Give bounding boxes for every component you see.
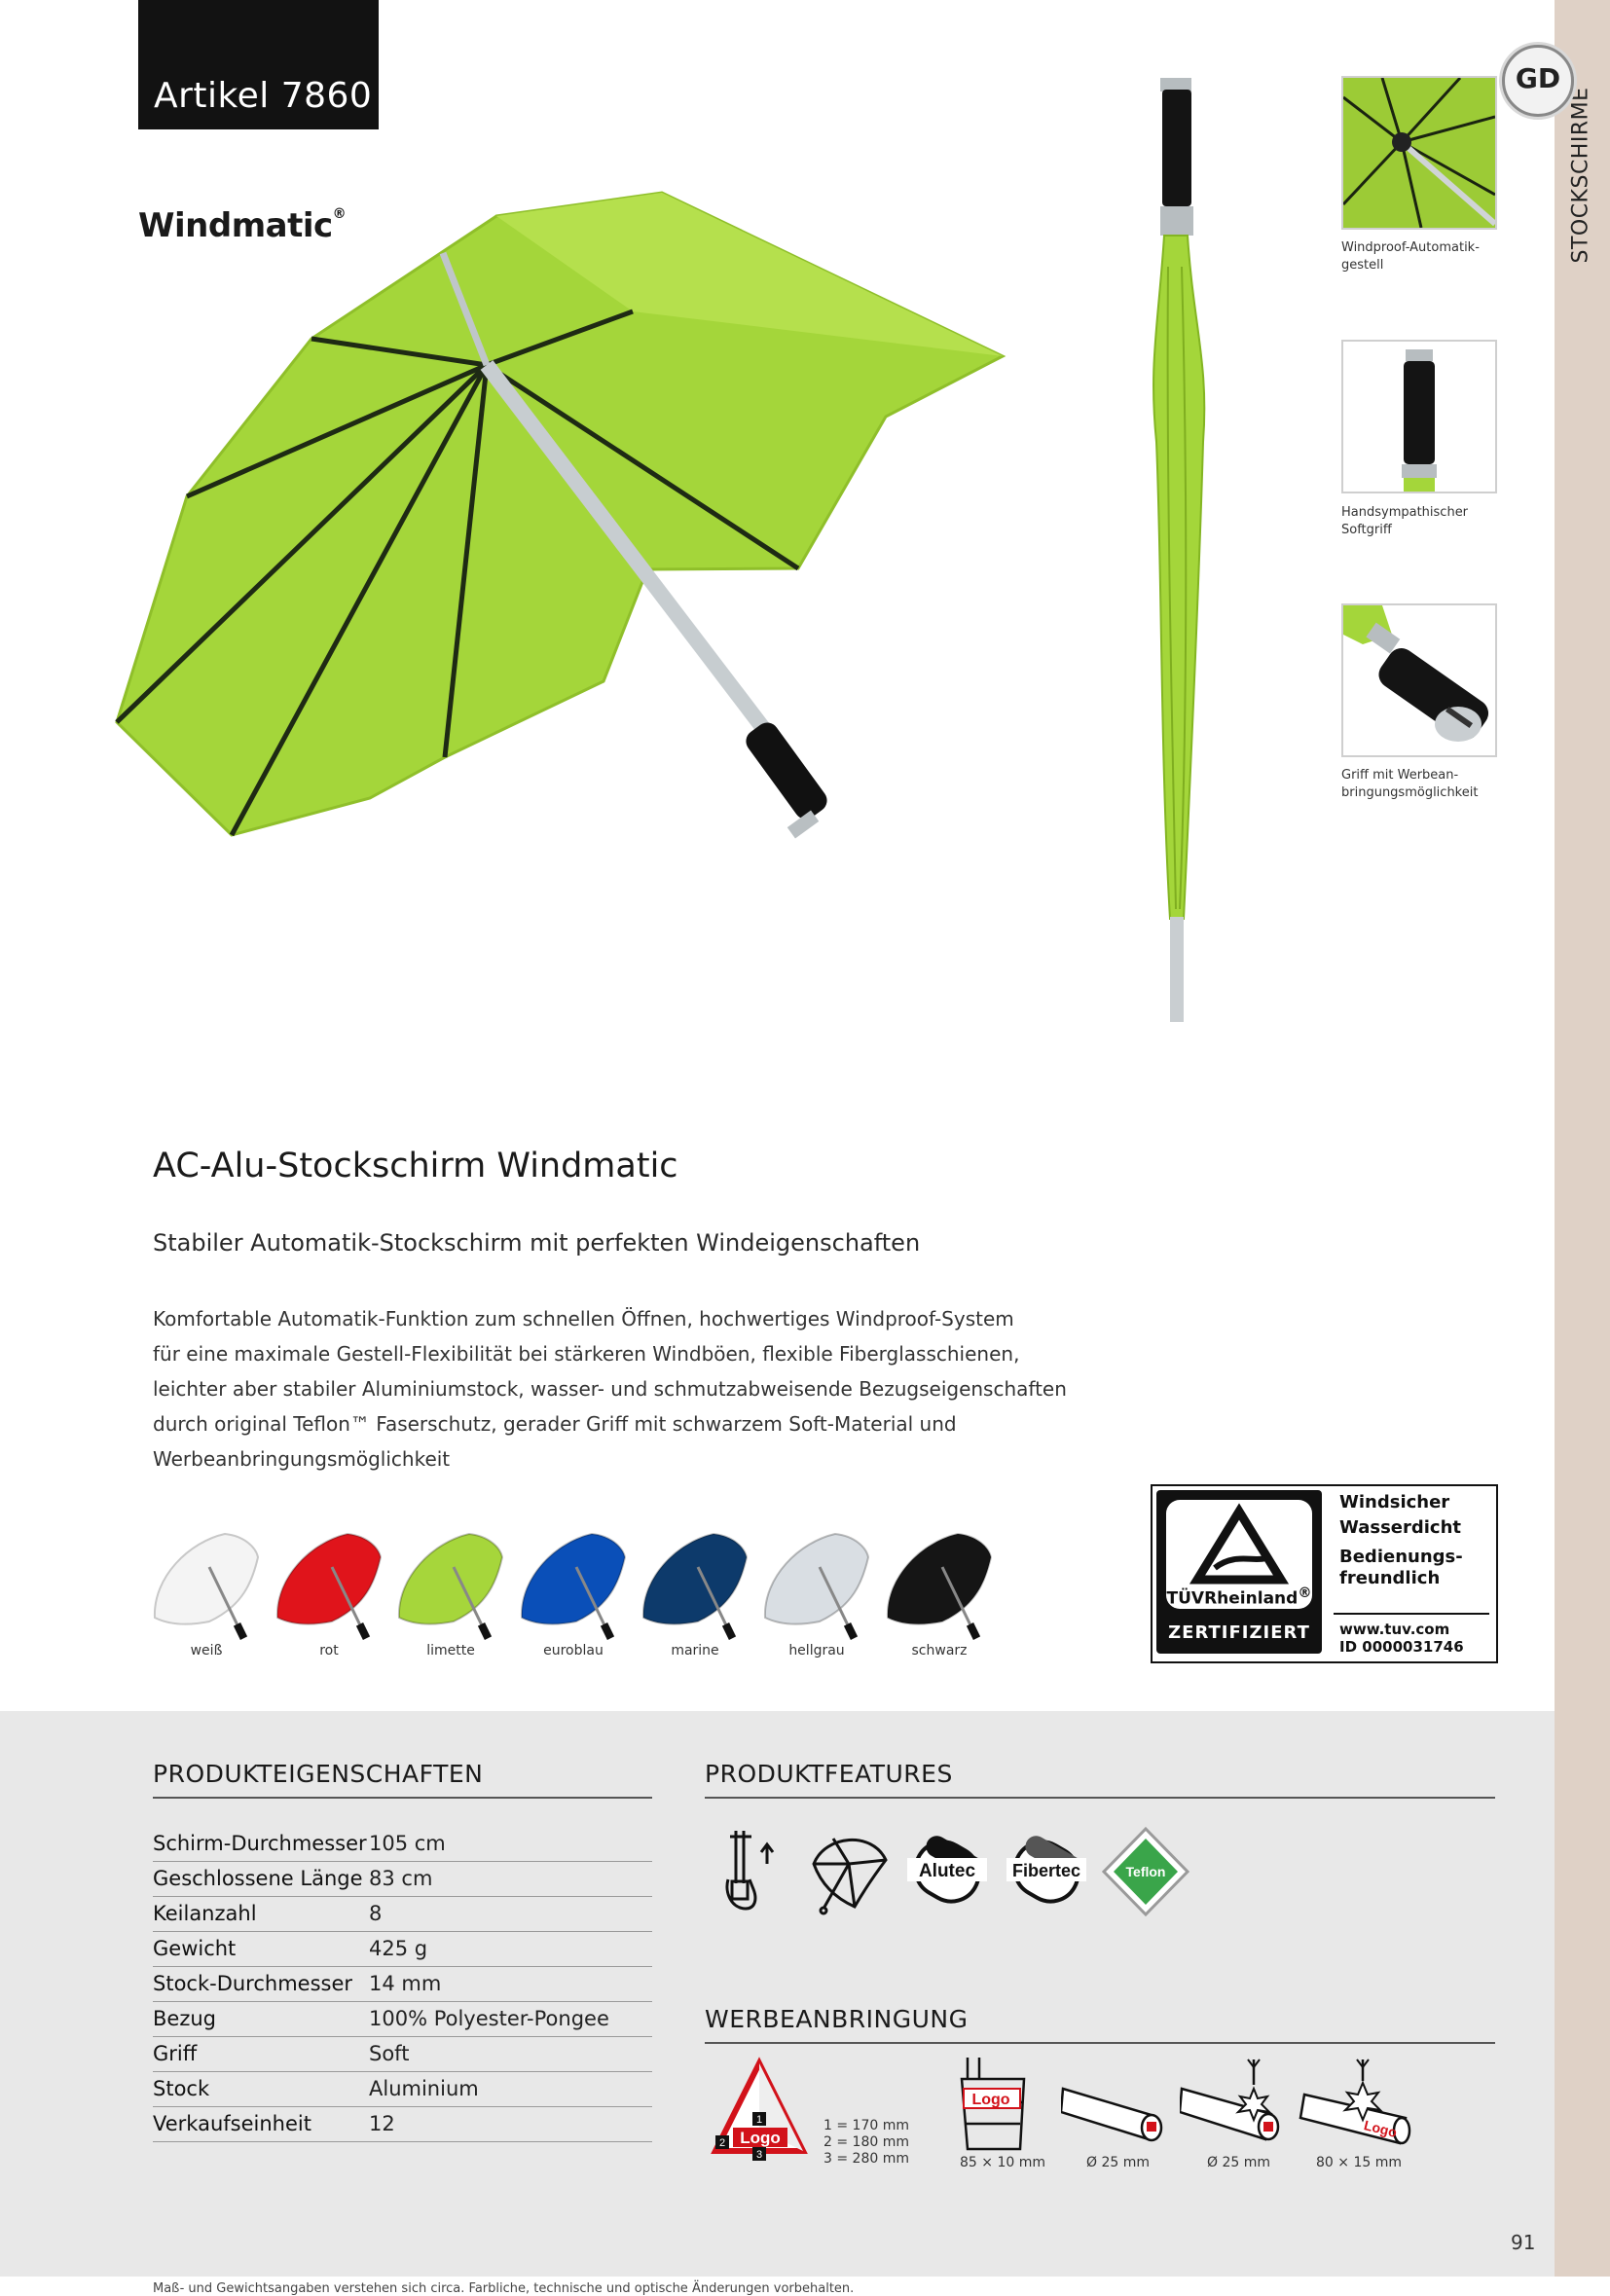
- property-row: [153, 1931, 652, 1967]
- description-line: Werbeanbringungsmöglichkeit: [153, 1447, 451, 1471]
- property-key: Bezug: [153, 2007, 216, 2030]
- category-stripe: [1555, 0, 1610, 2277]
- property-key: Griff: [153, 2042, 198, 2065]
- shaft-imprint-icon: [1061, 2083, 1168, 2151]
- color-swatch-umbrella: [640, 1528, 750, 1645]
- properties-heading: PRODUKTEIGENSCHAFTEN: [153, 1760, 484, 1788]
- property-value: Soft: [369, 2042, 410, 2065]
- detail-caption-handle: [1341, 504, 1517, 539]
- tuv-id: ID 0000031746: [1339, 1638, 1464, 1656]
- color-swatch-umbrella: [395, 1528, 506, 1645]
- properties-rule: [153, 1797, 652, 1799]
- open-umbrella-image: [107, 175, 1061, 954]
- automatic-open-icon: [711, 1825, 802, 1918]
- property-row: [153, 2036, 652, 2072]
- panel-number: 1: [755, 2114, 763, 2126]
- tuv-seal: [1156, 1490, 1322, 1654]
- imprint-caption: 85 × 10 mm: [960, 2155, 1045, 2170]
- description-line: leichter aber stabiler Aluminiumstock, wasser- und schmutzabweisende Bezugseigenschaften: [153, 1377, 1067, 1401]
- property-row: [153, 1896, 652, 1932]
- description-line: Komfortable Automatik-Funktion zum schnellen Öffnen, hochwertiges Windproof-System: [153, 1307, 1014, 1330]
- color-swatch-umbrella: [151, 1528, 262, 1645]
- article-label: Artikel 7860: [154, 76, 373, 116]
- detail-frame-thumb: [1341, 76, 1497, 230]
- color-swatch-umbrella: [761, 1528, 872, 1645]
- category-label: [1561, 78, 1600, 273]
- detail-caption-line: Griff mit Werbean-: [1341, 768, 1459, 783]
- logo-mark: Logo: [1362, 2117, 1399, 2140]
- teflon-label: Teflon: [1125, 1864, 1166, 1879]
- description-line: für eine maximale Gestell-Flexibilität bei stärkeren Windböen, flexible Fiberglasschienen,: [153, 1342, 1020, 1366]
- detail-handle-thumb: [1341, 340, 1497, 493]
- color-label: weiß: [190, 1643, 223, 1658]
- property-value: 8: [369, 1902, 383, 1925]
- panel-sizes: [823, 2118, 909, 2168]
- fibertec-label: Fibertec: [1011, 1861, 1081, 1880]
- panel-size: 3 = 280 mm: [823, 2151, 909, 2167]
- color-label: limette: [426, 1643, 475, 1658]
- teflon-icon: [1100, 1825, 1191, 1918]
- detail-caption-line: Handsympathischer: [1341, 505, 1469, 520]
- property-row: [153, 2071, 652, 2107]
- tuv-claim: Bedienungs-: [1339, 1547, 1463, 1567]
- imprint-heading: WERBEANBRINGUNG: [705, 2005, 969, 2033]
- features-heading: PRODUKTFEATURES: [705, 1760, 953, 1788]
- property-key: Schirm-Durchmesser: [153, 1832, 367, 1855]
- panel-number: 3: [755, 2149, 763, 2161]
- property-key: Stock: [153, 2077, 210, 2100]
- imprint-caption: Ø 25 mm: [1207, 2155, 1271, 2170]
- property-row: [153, 1966, 652, 2002]
- color-label: schwarz: [911, 1643, 968, 1658]
- detail-grip-thumb: [1341, 603, 1497, 757]
- gd-logo-icon: [1502, 45, 1574, 117]
- color-label: rot: [319, 1643, 339, 1658]
- tuv-claim: freundlich: [1339, 1568, 1441, 1588]
- property-value: 100% Polyester-Pongee: [369, 2007, 609, 2030]
- detail-caption-line: Softgriff: [1341, 523, 1392, 537]
- article-badge: [138, 0, 379, 129]
- detail-caption-grip: [1341, 767, 1517, 802]
- grip-engrave-icon: [1299, 2056, 1415, 2153]
- windproof-icon: [804, 1825, 896, 1918]
- tuv-brand: [1166, 1585, 1312, 1609]
- property-row: [153, 2001, 652, 2037]
- alutec-icon: [901, 1825, 993, 1918]
- imprint-rule: [705, 2042, 1495, 2044]
- brand-registered-mark: ®: [332, 206, 347, 222]
- property-row: [153, 1826, 652, 1862]
- shaft-engrave-icon: [1180, 2056, 1292, 2153]
- property-value: 83 cm: [369, 1867, 433, 1890]
- color-swatch-umbrella: [884, 1528, 995, 1645]
- product-subtitle: Stabiler Automatik-Stockschirm mit perfekten Windeigenschaften: [153, 1229, 921, 1257]
- category-text: STOCKSCHIRME: [1568, 87, 1593, 264]
- panel-imprint-icon: [706, 2054, 813, 2161]
- description-line: durch original Teflon™ Faserschutz, gerader Griff mit schwarzem Soft-Material und: [153, 1412, 957, 1436]
- tuv-triangle-icon: [1166, 1500, 1312, 1587]
- tuv-badge: ZERTIFIZIERT: [1168, 1622, 1310, 1643]
- property-key: Geschlossene Länge: [153, 1867, 363, 1890]
- brand-text: Windmatic: [138, 206, 333, 245]
- tuv-seal-inner: [1166, 1500, 1312, 1609]
- gd-logo-text: GD: [1515, 62, 1561, 94]
- features-rule: [705, 1797, 1495, 1799]
- tuv-divider: [1334, 1613, 1489, 1615]
- product-title: AC-Alu-Stockschirm Windmatic: [153, 1147, 678, 1185]
- detail-caption-line: gestell: [1341, 258, 1384, 273]
- imprint-caption: 80 × 15 mm: [1316, 2155, 1402, 2170]
- property-value: 14 mm: [369, 1972, 442, 1995]
- color-swatch-umbrella: [274, 1528, 384, 1645]
- property-key: Gewicht: [153, 1937, 237, 1960]
- property-value: 425 g: [369, 1937, 428, 1960]
- color-swatch-umbrella: [518, 1528, 629, 1645]
- color-label: euroblau: [543, 1643, 604, 1658]
- fibertec-icon: [1001, 1825, 1092, 1918]
- property-value: 105 cm: [369, 1832, 446, 1855]
- handle-imprint-icon: [954, 2056, 1047, 2153]
- logo-mark: Logo: [971, 2092, 1010, 2108]
- imprint-caption: Ø 25 mm: [1086, 2155, 1151, 2170]
- property-value: 12: [369, 2112, 395, 2135]
- panel-size: 2 = 180 mm: [823, 2134, 909, 2150]
- footer-note: Maß- und Gewichtsangaben verstehen sich circa. Farbliche, technische und optische Änderungen vorbehalten.: [153, 2281, 855, 2296]
- page-number: 91: [1511, 2231, 1536, 2254]
- tuv-registered-mark: ®: [1298, 1585, 1312, 1601]
- detail-caption-line: bringungsmöglichkeit: [1341, 785, 1479, 800]
- color-label: marine: [671, 1643, 719, 1658]
- tuv-url: www.tuv.com: [1339, 1621, 1450, 1638]
- property-row: [153, 2106, 652, 2142]
- panel-number: 2: [718, 2137, 726, 2149]
- alutec-label: Alutec: [918, 1861, 976, 1881]
- panel-size: 1 = 170 mm: [823, 2118, 909, 2133]
- tuv-certificate: [1151, 1484, 1498, 1663]
- tuv-claim: Wasserdicht: [1339, 1517, 1462, 1538]
- property-key: Verkaufseinheit: [153, 2112, 311, 2135]
- detail-caption-frame: [1341, 239, 1517, 274]
- product-description: [153, 1301, 1067, 1476]
- color-label: hellgrau: [788, 1643, 845, 1658]
- property-value: Aluminium: [369, 2077, 479, 2100]
- closed-umbrella-image: [1149, 72, 1236, 1026]
- tuv-claim: Windsicher: [1339, 1492, 1450, 1512]
- property-row: [153, 1861, 652, 1897]
- property-key: Keilanzahl: [153, 1902, 257, 1925]
- property-key: Stock-Durchmesser: [153, 1972, 353, 1995]
- detail-caption-line: Windproof-Automatik-: [1341, 240, 1480, 255]
- logo-mark: Logo: [740, 2129, 781, 2147]
- tuv-brand-text: TÜVRheinland: [1166, 1588, 1299, 1609]
